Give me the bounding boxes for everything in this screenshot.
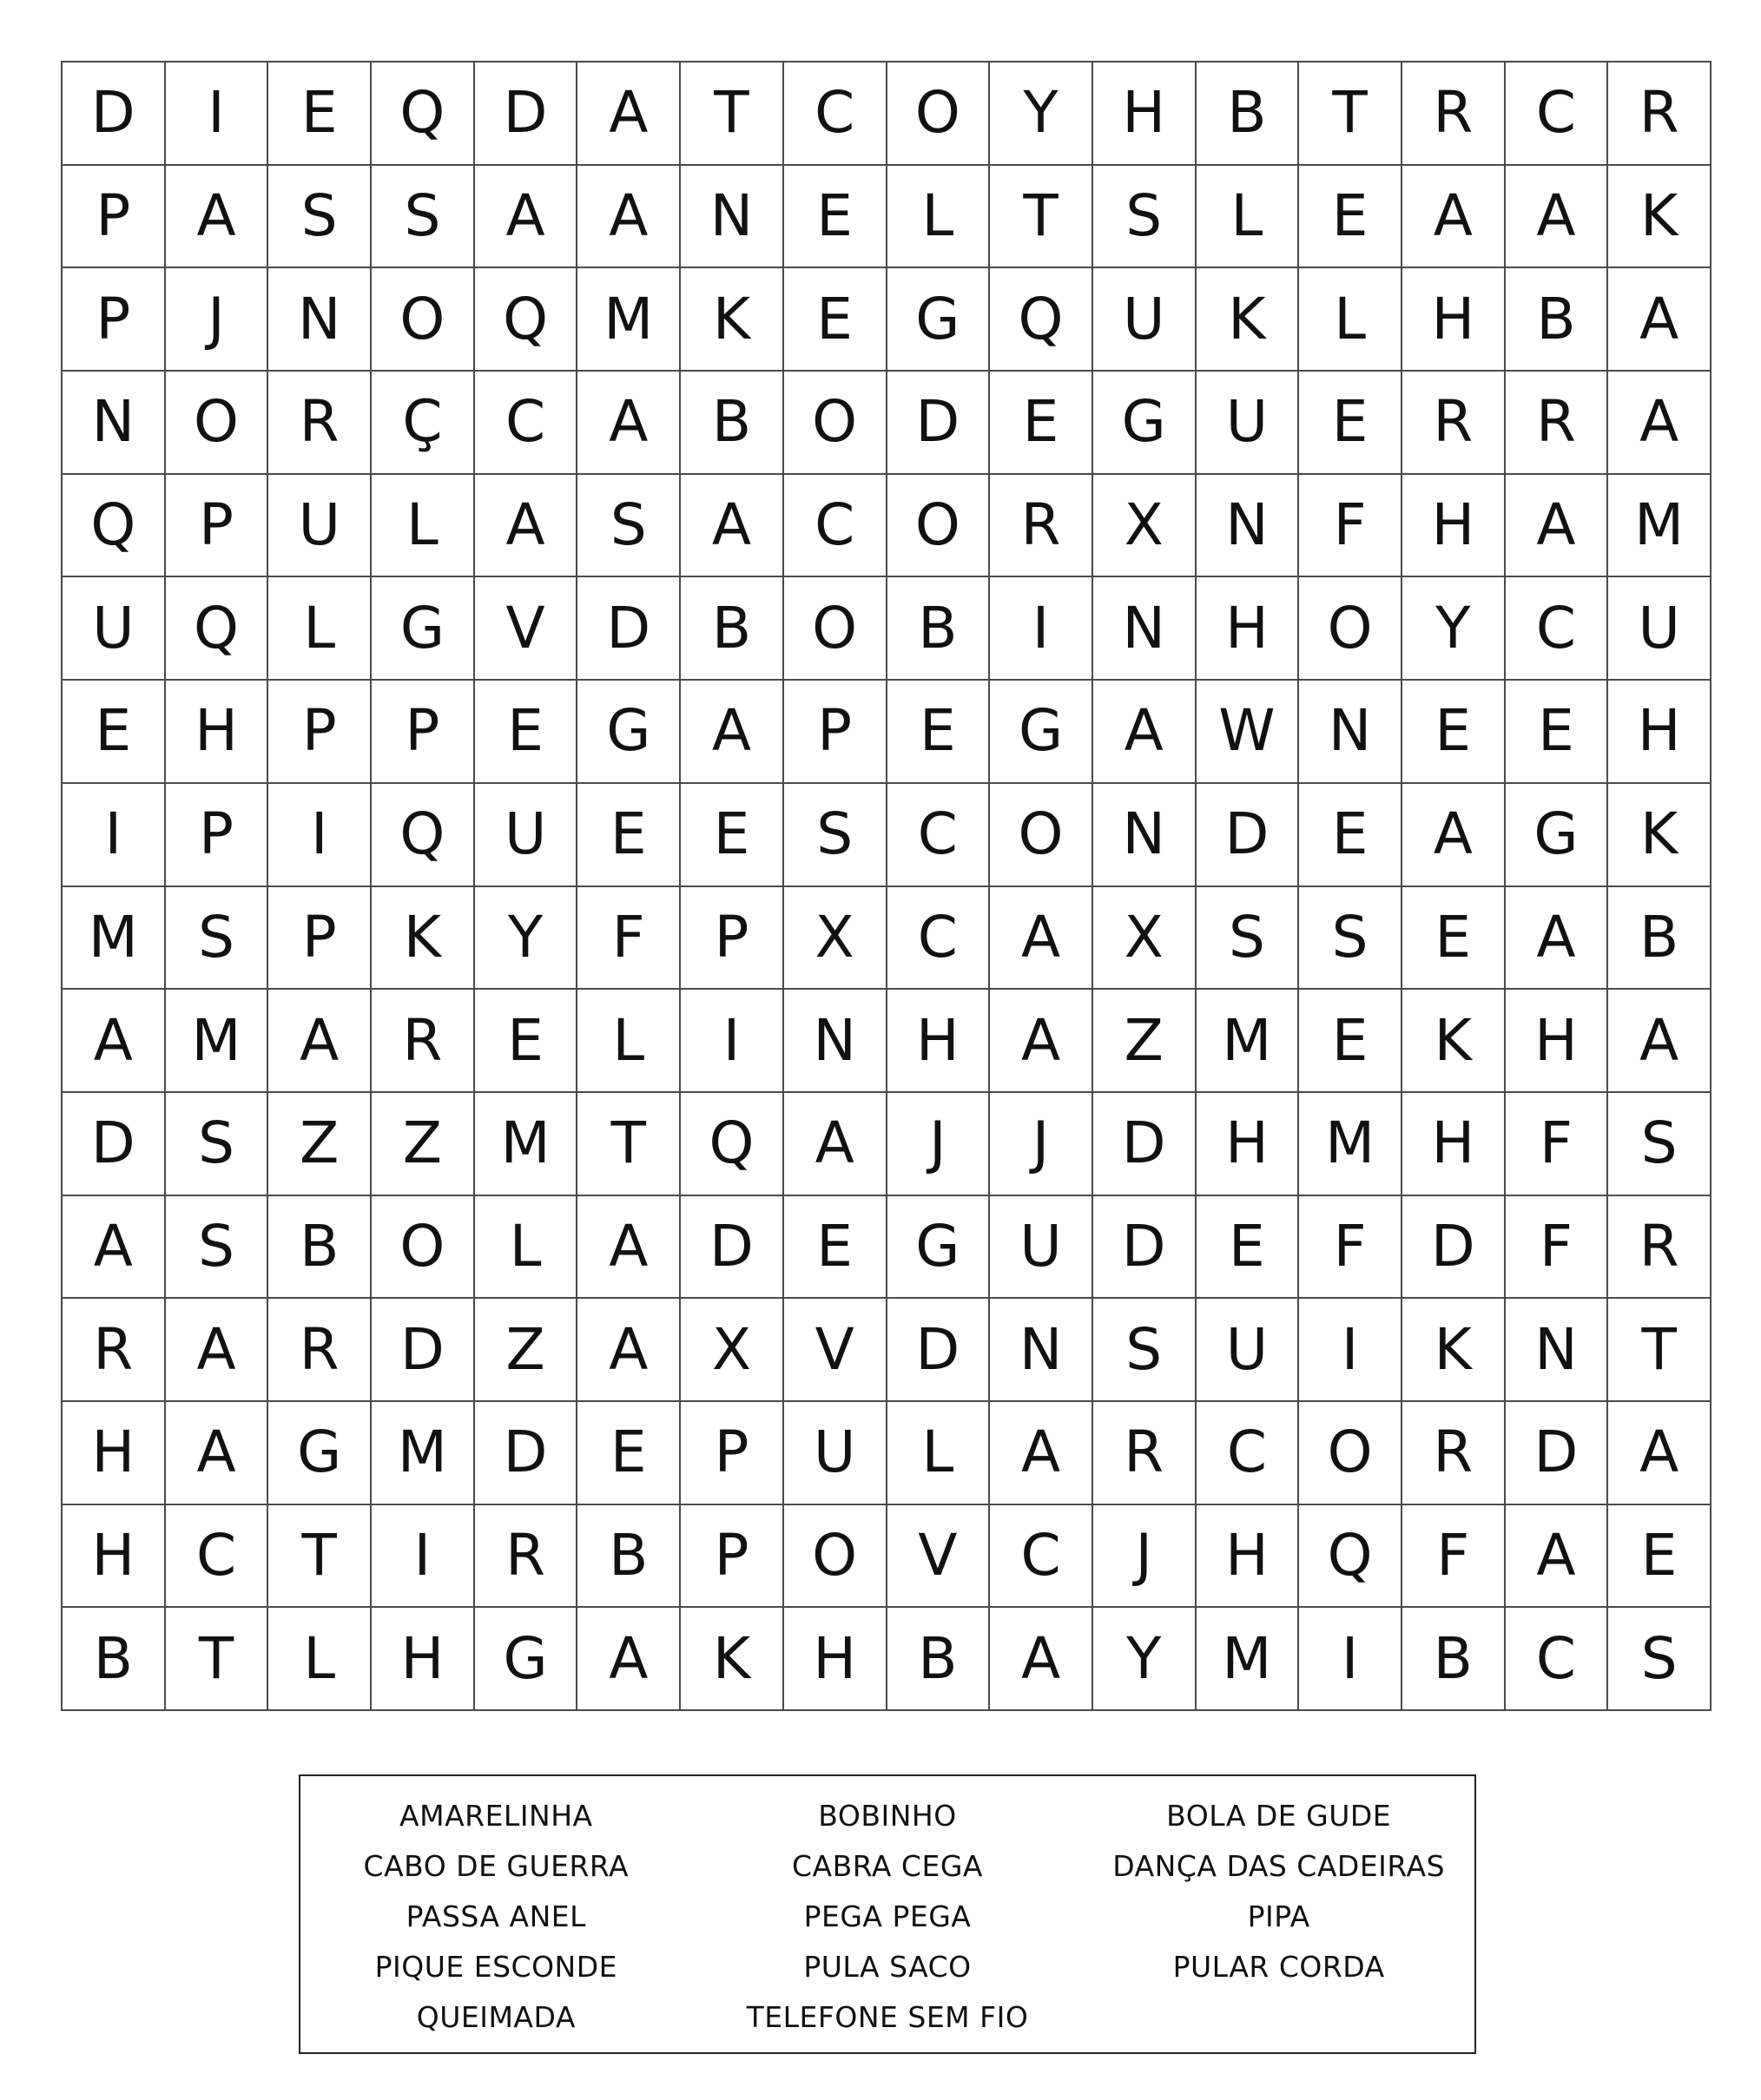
grid-cell-r2-c16[interactable]: K [1608,166,1712,269]
grid-cell-r12-c3[interactable]: B [268,1196,372,1300]
grid-cell-r1-c10[interactable]: Y [990,63,1093,166]
grid-cell-r6-c2[interactable]: Q [166,577,269,681]
grid-cell-r15-c13[interactable]: Q [1299,1505,1402,1609]
grid-cell-r3-c13[interactable]: L [1299,268,1402,372]
grid-cell-r1-c7[interactable]: T [681,63,784,166]
grid-cell-r8-c9[interactable]: C [887,784,991,887]
grid-cell-r14-c3[interactable]: G [268,1402,372,1505]
grid-cell-r14-c15[interactable]: D [1506,1402,1609,1505]
grid-cell-r9-c7[interactable]: P [681,887,784,991]
grid-cell-r2-c14[interactable]: A [1402,166,1506,269]
grid-cell-r10-c8[interactable]: N [784,990,887,1093]
grid-cell-r11-c1[interactable]: D [63,1093,166,1196]
word-search-grid [61,61,1712,1711]
grid-cell-r13-c13[interactable]: I [1299,1299,1402,1402]
grid-cell-r11-c7[interactable]: Q [681,1093,784,1196]
grid-cell-r11-c12[interactable]: H [1197,1093,1300,1196]
grid-cell-r13-c11[interactable]: S [1093,1299,1197,1402]
grid-cell-r3-c14[interactable]: H [1402,268,1506,372]
grid-cell-r6-c10[interactable]: I [990,577,1093,681]
grid-cell-r11-c14[interactable]: H [1402,1093,1506,1196]
grid-cell-r12-c13[interactable]: F [1299,1196,1402,1300]
grid-cell-r15-c7[interactable]: P [681,1505,784,1609]
grid-cell-r4-c5[interactable]: C [475,372,578,475]
grid-cell-r9-c4[interactable]: K [372,887,475,991]
grid-cell-r9-c5[interactable]: Y [475,887,578,991]
grid-cell-r3-c9[interactable]: G [887,268,991,372]
grid-cell-r16-c4[interactable]: H [372,1608,475,1711]
grid-cell-r14-c2[interactable]: A [166,1402,269,1505]
grid-cell-r15-c12[interactable]: H [1197,1505,1300,1609]
grid-cell-r11-c4[interactable]: Z [372,1093,475,1196]
grid-cell-r2-c15[interactable]: A [1506,166,1609,269]
grid-cell-r4-c6[interactable]: A [577,372,681,475]
grid-cell-r16-c6[interactable]: A [577,1608,681,1711]
grid-cell-r14-c14[interactable]: R [1402,1402,1506,1505]
grid-cell-r7-c9[interactable]: E [887,681,991,784]
grid-cell-r9-c3[interactable]: P [268,887,372,991]
grid-cell-r7-c15[interactable]: E [1506,681,1609,784]
grid-cell-r8-c3[interactable]: I [268,784,372,887]
grid-cell-r10-c2[interactable]: M [166,990,269,1093]
grid-cell-r5-c1[interactable]: Q [63,475,166,578]
grid-cell-r9-c10[interactable]: A [990,887,1093,991]
grid-cell-r7-c5[interactable]: E [475,681,578,784]
grid-cell-r6-c16[interactable]: U [1608,577,1712,681]
grid-cell-r5-c2[interactable]: P [166,475,269,578]
grid-cell-r16-c3[interactable]: L [268,1608,372,1711]
grid-cell-r1-c11[interactable]: H [1093,63,1197,166]
grid-cell-r2-c10[interactable]: T [990,166,1093,269]
grid-cell-r7-c13[interactable]: N [1299,681,1402,784]
grid-cell-r3-c6[interactable]: M [577,268,681,372]
grid-cell-r7-c4[interactable]: P [372,681,475,784]
grid-cell-r11-c11[interactable]: D [1093,1093,1197,1196]
grid-cell-r13-c14[interactable]: K [1402,1299,1506,1402]
grid-cell-r14-c1[interactable]: H [63,1402,166,1505]
grid-cell-r8-c12[interactable]: D [1197,784,1300,887]
grid-cell-r15-c10[interactable]: C [990,1505,1093,1609]
grid-cell-r12-c5[interactable]: L [475,1196,578,1300]
grid-cell-r5-c13[interactable]: F [1299,475,1402,578]
grid-cell-r7-c7[interactable]: A [681,681,784,784]
grid-cell-r15-c9[interactable]: V [887,1505,991,1609]
grid-cell-r15-c14[interactable]: F [1402,1505,1506,1609]
grid-cell-r7-c14[interactable]: E [1402,681,1506,784]
grid-cell-r5-c7[interactable]: A [681,475,784,578]
grid-cell-r8-c1[interactable]: I [63,784,166,887]
grid-cell-r6-c1[interactable]: U [63,577,166,681]
grid-cell-r12-c15[interactable]: F [1506,1196,1609,1300]
grid-cell-r8-c13[interactable]: E [1299,784,1402,887]
grid-cell-r4-c1[interactable]: N [63,372,166,475]
grid-cell-r7-c11[interactable]: A [1093,681,1197,784]
grid-cell-r12-c4[interactable]: O [372,1196,475,1300]
grid-cell-r14-c16[interactable]: A [1608,1402,1712,1505]
grid-cell-r10-c6[interactable]: L [577,990,681,1093]
grid-cell-r2-c2[interactable]: A [166,166,269,269]
grid-cell-r15-c4[interactable]: I [372,1505,475,1609]
grid-cell-r11-c16[interactable]: S [1608,1093,1712,1196]
grid-cell-r13-c7[interactable]: X [681,1299,784,1402]
grid-cell-r2-c6[interactable]: A [577,166,681,269]
grid-cell-r13-c2[interactable]: A [166,1299,269,1402]
grid-cell-r10-c11[interactable]: Z [1093,990,1197,1093]
grid-cell-r2-c1[interactable]: P [63,166,166,269]
grid-cell-r3-c3[interactable]: N [268,268,372,372]
grid-cell-r7-c12[interactable]: W [1197,681,1300,784]
grid-cell-r5-c14[interactable]: H [1402,475,1506,578]
grid-cell-r2-c12[interactable]: L [1197,166,1300,269]
grid-cell-r11-c2[interactable]: S [166,1093,269,1196]
grid-cell-r8-c16[interactable]: K [1608,784,1712,887]
grid-cell-r4-c11[interactable]: G [1093,372,1197,475]
word-bank [299,1774,1476,2054]
grid-cell-r15-c8[interactable]: O [784,1505,887,1609]
word-bank-item: PIQUE ESCONDE [374,1949,618,1984]
word-bank-item: QUEIMADA [416,1999,576,2034]
grid-cell-r10-c1[interactable]: A [63,990,166,1093]
grid-cell-r7-c3[interactable]: P [268,681,372,784]
grid-cell-r15-c16[interactable]: E [1608,1505,1712,1609]
grid-cell-r10-c10[interactable]: A [990,990,1093,1093]
grid-cell-r3-c8[interactable]: E [784,268,887,372]
grid-cell-r8-c15[interactable]: G [1506,784,1609,887]
grid-cell-r1-c8[interactable]: C [784,63,887,166]
grid-cell-r4-c14[interactable]: R [1402,372,1506,475]
grid-cell-r4-c3[interactable]: R [268,372,372,475]
grid-cell-r4-c10[interactable]: E [990,372,1093,475]
grid-cell-r4-c15[interactable]: R [1506,372,1609,475]
grid-cell-r13-c12[interactable]: U [1197,1299,1300,1402]
grid-cell-r12-c11[interactable]: D [1093,1196,1197,1300]
grid-cell-r3-c7[interactable]: K [681,268,784,372]
grid-cell-r14-c9[interactable]: L [887,1402,991,1505]
grid-cell-r13-c15[interactable]: N [1506,1299,1609,1402]
word-bank-item: CABRA CEGA [792,1848,983,1883]
grid-cell-r13-c4[interactable]: D [372,1299,475,1402]
grid-cell-r16-c13[interactable]: I [1299,1608,1402,1711]
grid-cell-r10-c3[interactable]: A [268,990,372,1093]
grid-cell-r12-c16[interactable]: R [1608,1196,1712,1300]
grid-cell-r13-c8[interactable]: V [784,1299,887,1402]
grid-cell-r11-c5[interactable]: M [475,1093,578,1196]
grid-cell-r14-c10[interactable]: A [990,1402,1093,1505]
word-bank-item: PIPA [1247,1899,1310,1933]
word-bank-item: BOLA DE GUDE [1166,1798,1392,1833]
grid-cell-r2-c5[interactable]: A [475,166,578,269]
grid-cell-r9-c1[interactable]: M [63,887,166,991]
grid-cell-r9-c11[interactable]: X [1093,887,1197,991]
grid-cell-r10-c13[interactable]: E [1299,990,1402,1093]
grid-cell-r4-c16[interactable]: A [1608,372,1712,475]
grid-cell-r15-c2[interactable]: C [166,1505,269,1609]
grid-cell-r16-c8[interactable]: H [784,1608,887,1711]
grid-cell-r4-c12[interactable]: U [1197,372,1300,475]
grid-cell-r14-c6[interactable]: E [577,1402,681,1505]
grid-cell-r2-c4[interactable]: S [372,166,475,269]
grid-cell-r9-c13[interactable]: S [1299,887,1402,991]
grid-cell-r12-c6[interactable]: A [577,1196,681,1300]
grid-cell-r8-c2[interactable]: P [166,784,269,887]
grid-cell-r15-c15[interactable]: A [1506,1505,1609,1609]
grid-cell-r7-c10[interactable]: G [990,681,1093,784]
grid-cell-r5-c5[interactable]: A [475,475,578,578]
grid-cell-r5-c16[interactable]: M [1608,475,1712,578]
grid-cell-r8-c8[interactable]: S [784,784,887,887]
grid-cell-r9-c15[interactable]: A [1506,887,1609,991]
grid-cell-r12-c7[interactable]: D [681,1196,784,1300]
grid-cell-r16-c14[interactable]: B [1402,1608,1506,1711]
grid-cell-r11-c13[interactable]: M [1299,1093,1402,1196]
grid-cell-r9-c16[interactable]: B [1608,887,1712,991]
grid-cell-r13-c6[interactable]: A [577,1299,681,1402]
grid-cell-r7-c6[interactable]: G [577,681,681,784]
grid-cell-r5-c10[interactable]: R [990,475,1093,578]
grid-cell-r10-c14[interactable]: K [1402,990,1506,1093]
grid-cell-r4-c8[interactable]: O [784,372,887,475]
grid-cell-r10-c16[interactable]: A [1608,990,1712,1093]
grid-cell-r3-c5[interactable]: Q [475,268,578,372]
grid-cell-r4-c13[interactable]: E [1299,372,1402,475]
grid-cell-r1-c9[interactable]: O [887,63,991,166]
grid-cell-r5-c8[interactable]: C [784,475,887,578]
grid-cell-r12-c12[interactable]: E [1197,1196,1300,1300]
grid-cell-r6-c11[interactable]: N [1093,577,1197,681]
grid-cell-r9-c14[interactable]: E [1402,887,1506,991]
grid-cell-r4-c7[interactable]: B [681,372,784,475]
grid-cell-r14-c12[interactable]: C [1197,1402,1300,1505]
grid-cell-r13-c10[interactable]: N [990,1299,1093,1402]
grid-cell-r13-c1[interactable]: R [63,1299,166,1402]
grid-cell-r16-c2[interactable]: T [166,1608,269,1711]
grid-cell-r3-c12[interactable]: K [1197,268,1300,372]
grid-cell-r10-c7[interactable]: I [681,990,784,1093]
grid-cell-r14-c7[interactable]: P [681,1402,784,1505]
grid-cell-r2-c7[interactable]: N [681,166,784,269]
grid-cell-r16-c10[interactable]: A [990,1608,1093,1711]
grid-cell-r12-c14[interactable]: D [1402,1196,1506,1300]
grid-cell-r9-c12[interactable]: S [1197,887,1300,991]
grid-cell-r10-c5[interactable]: E [475,990,578,1093]
grid-cell-r5-c12[interactable]: N [1197,475,1300,578]
grid-cell-r11-c9[interactable]: J [887,1093,991,1196]
grid-cell-r11-c15[interactable]: F [1506,1093,1609,1196]
word-bank-item: PULAR CORDA [1172,1949,1385,1984]
grid-cell-r6-c9[interactable]: B [887,577,991,681]
grid-cell-r7-c2[interactable]: H [166,681,269,784]
grid-cell-r4-c4[interactable]: Ç [372,372,475,475]
word-bank-item: BOBINHO [818,1798,957,1833]
grid-cell-r3-c11[interactable]: U [1093,268,1197,372]
grid-cell-r10-c9[interactable]: H [887,990,991,1093]
grid-cell-r9-c9[interactable]: C [887,887,991,991]
grid-cell-r7-c1[interactable]: E [63,681,166,784]
grid-cell-r1-c13[interactable]: T [1299,63,1402,166]
grid-cell-r16-c5[interactable]: G [475,1608,578,1711]
grid-cell-r1-c6[interactable]: A [577,63,681,166]
grid-cell-r6-c3[interactable]: L [268,577,372,681]
grid-cell-r3-c15[interactable]: B [1506,268,1609,372]
grid-cell-r6-c13[interactable]: O [1299,577,1402,681]
grid-cell-r5-c9[interactable]: O [887,475,991,578]
grid-cell-r13-c5[interactable]: Z [475,1299,578,1402]
grid-cell-r2-c9[interactable]: L [887,166,991,269]
grid-cell-r16-c16[interactable]: S [1608,1608,1712,1711]
grid-cell-r3-c4[interactable]: O [372,268,475,372]
grid-cell-r16-c9[interactable]: B [887,1608,991,1711]
grid-cell-r6-c8[interactable]: O [784,577,887,681]
grid-cell-r14-c5[interactable]: D [475,1402,578,1505]
grid-cell-r8-c14[interactable]: A [1402,784,1506,887]
grid-cell-r2-c3[interactable]: S [268,166,372,269]
grid-cell-r8-c10[interactable]: O [990,784,1093,887]
grid-cell-r13-c16[interactable]: T [1608,1299,1712,1402]
grid-cell-r5-c3[interactable]: U [268,475,372,578]
grid-cell-r14-c13[interactable]: O [1299,1402,1402,1505]
grid-cell-r3-c16[interactable]: A [1608,268,1712,372]
grid-cell-r16-c1[interactable]: B [63,1608,166,1711]
grid-cell-r14-c8[interactable]: U [784,1402,887,1505]
grid-cell-r1-c4[interactable]: Q [372,63,475,166]
grid-cell-r3-c2[interactable]: J [166,268,269,372]
grid-cell-r1-c1[interactable]: D [63,63,166,166]
grid-cell-r5-c6[interactable]: S [577,475,681,578]
word-bank-item: TELEFONE SEM FIO [746,1999,1029,2034]
grid-cell-r6-c7[interactable]: B [681,577,784,681]
grid-cell-r15-c5[interactable]: R [475,1505,578,1609]
word-bank-item: AMARELINHA [399,1798,593,1833]
grid-cell-r16-c11[interactable]: Y [1093,1608,1197,1711]
grid-cell-r9-c6[interactable]: F [577,887,681,991]
word-bank-item: DANÇA DAS CADEIRAS [1112,1848,1446,1883]
grid-cell-r16-c7[interactable]: K [681,1608,784,1711]
grid-cell-r9-c8[interactable]: X [784,887,887,991]
grid-cell-r7-c8[interactable]: P [784,681,887,784]
grid-cell-r1-c3[interactable]: E [268,63,372,166]
grid-cell-r3-c10[interactable]: Q [990,268,1093,372]
grid-cell-r14-c11[interactable]: R [1093,1402,1197,1505]
grid-cell-r15-c3[interactable]: T [268,1505,372,1609]
grid-cell-r13-c9[interactable]: D [887,1299,991,1402]
grid-cell-r1-c2[interactable]: I [166,63,269,166]
grid-cell-r16-c12[interactable]: M [1197,1608,1300,1711]
grid-cell-r1-c14[interactable]: R [1402,63,1506,166]
grid-cell-r4-c9[interactable]: D [887,372,991,475]
grid-cell-r10-c12[interactable]: M [1197,990,1300,1093]
grid-cell-r1-c5[interactable]: D [475,63,578,166]
grid-cell-r5-c15[interactable]: A [1506,475,1609,578]
grid-cell-r2-c11[interactable]: S [1093,166,1197,269]
grid-cell-r7-c16[interactable]: H [1608,681,1712,784]
grid-cell-r4-c2[interactable]: O [166,372,269,475]
grid-cell-r6-c4[interactable]: G [372,577,475,681]
grid-cell-r11-c8[interactable]: A [784,1093,887,1196]
grid-cell-r12-c8[interactable]: E [784,1196,887,1300]
grid-cell-r15-c11[interactable]: J [1093,1505,1197,1609]
grid-cell-r8-c11[interactable]: N [1093,784,1197,887]
grid-cell-r8-c4[interactable]: Q [372,784,475,887]
grid-cell-r2-c13[interactable]: E [1299,166,1402,269]
grid-cell-r3-c1[interactable]: P [63,268,166,372]
grid-cell-r16-c15[interactable]: C [1506,1608,1609,1711]
grid-cell-r14-c4[interactable]: M [372,1402,475,1505]
grid-cell-r8-c5[interactable]: U [475,784,578,887]
grid-cell-r10-c4[interactable]: R [372,990,475,1093]
grid-cell-r2-c8[interactable]: E [784,166,887,269]
grid-cell-r12-c9[interactable]: G [887,1196,991,1300]
grid-cell-r8-c7[interactable]: E [681,784,784,887]
grid-cell-r12-c2[interactable]: S [166,1196,269,1300]
grid-cell-r10-c15[interactable]: H [1506,990,1609,1093]
grid-cell-r15-c6[interactable]: B [577,1505,681,1609]
grid-cell-r6-c12[interactable]: H [1197,577,1300,681]
grid-cell-r1-c16[interactable]: R [1608,63,1712,166]
grid-cell-r12-c10[interactable]: U [990,1196,1093,1300]
grid-cell-r8-c6[interactable]: E [577,784,681,887]
grid-cell-r15-c1[interactable]: H [63,1505,166,1609]
grid-cell-r5-c4[interactable]: L [372,475,475,578]
word-bank-item: PULA SACO [803,1949,972,1984]
grid-cell-r6-c15[interactable]: C [1506,577,1609,681]
grid-cell-r11-c3[interactable]: Z [268,1093,372,1196]
grid-cell-r11-c10[interactable]: J [990,1093,1093,1196]
grid-cell-r11-c6[interactable]: T [577,1093,681,1196]
grid-cell-r9-c2[interactable]: S [166,887,269,991]
grid-cell-r13-c3[interactable]: R [268,1299,372,1402]
grid-cell-r5-c11[interactable]: X [1093,475,1197,578]
grid-cell-r1-c12[interactable]: B [1197,63,1300,166]
word-bank-item: PASSA ANEL [406,1899,587,1933]
grid-cell-r6-c14[interactable]: Y [1402,577,1506,681]
grid-cell-r6-c5[interactable]: V [475,577,578,681]
grid-cell-r12-c1[interactable]: A [63,1196,166,1300]
grid-cell-r6-c6[interactable]: D [577,577,681,681]
word-bank-item: CABO DE GUERRA [363,1848,630,1883]
grid-cell-r1-c15[interactable]: C [1506,63,1609,166]
word-bank-item: PEGA PEGA [803,1899,972,1933]
